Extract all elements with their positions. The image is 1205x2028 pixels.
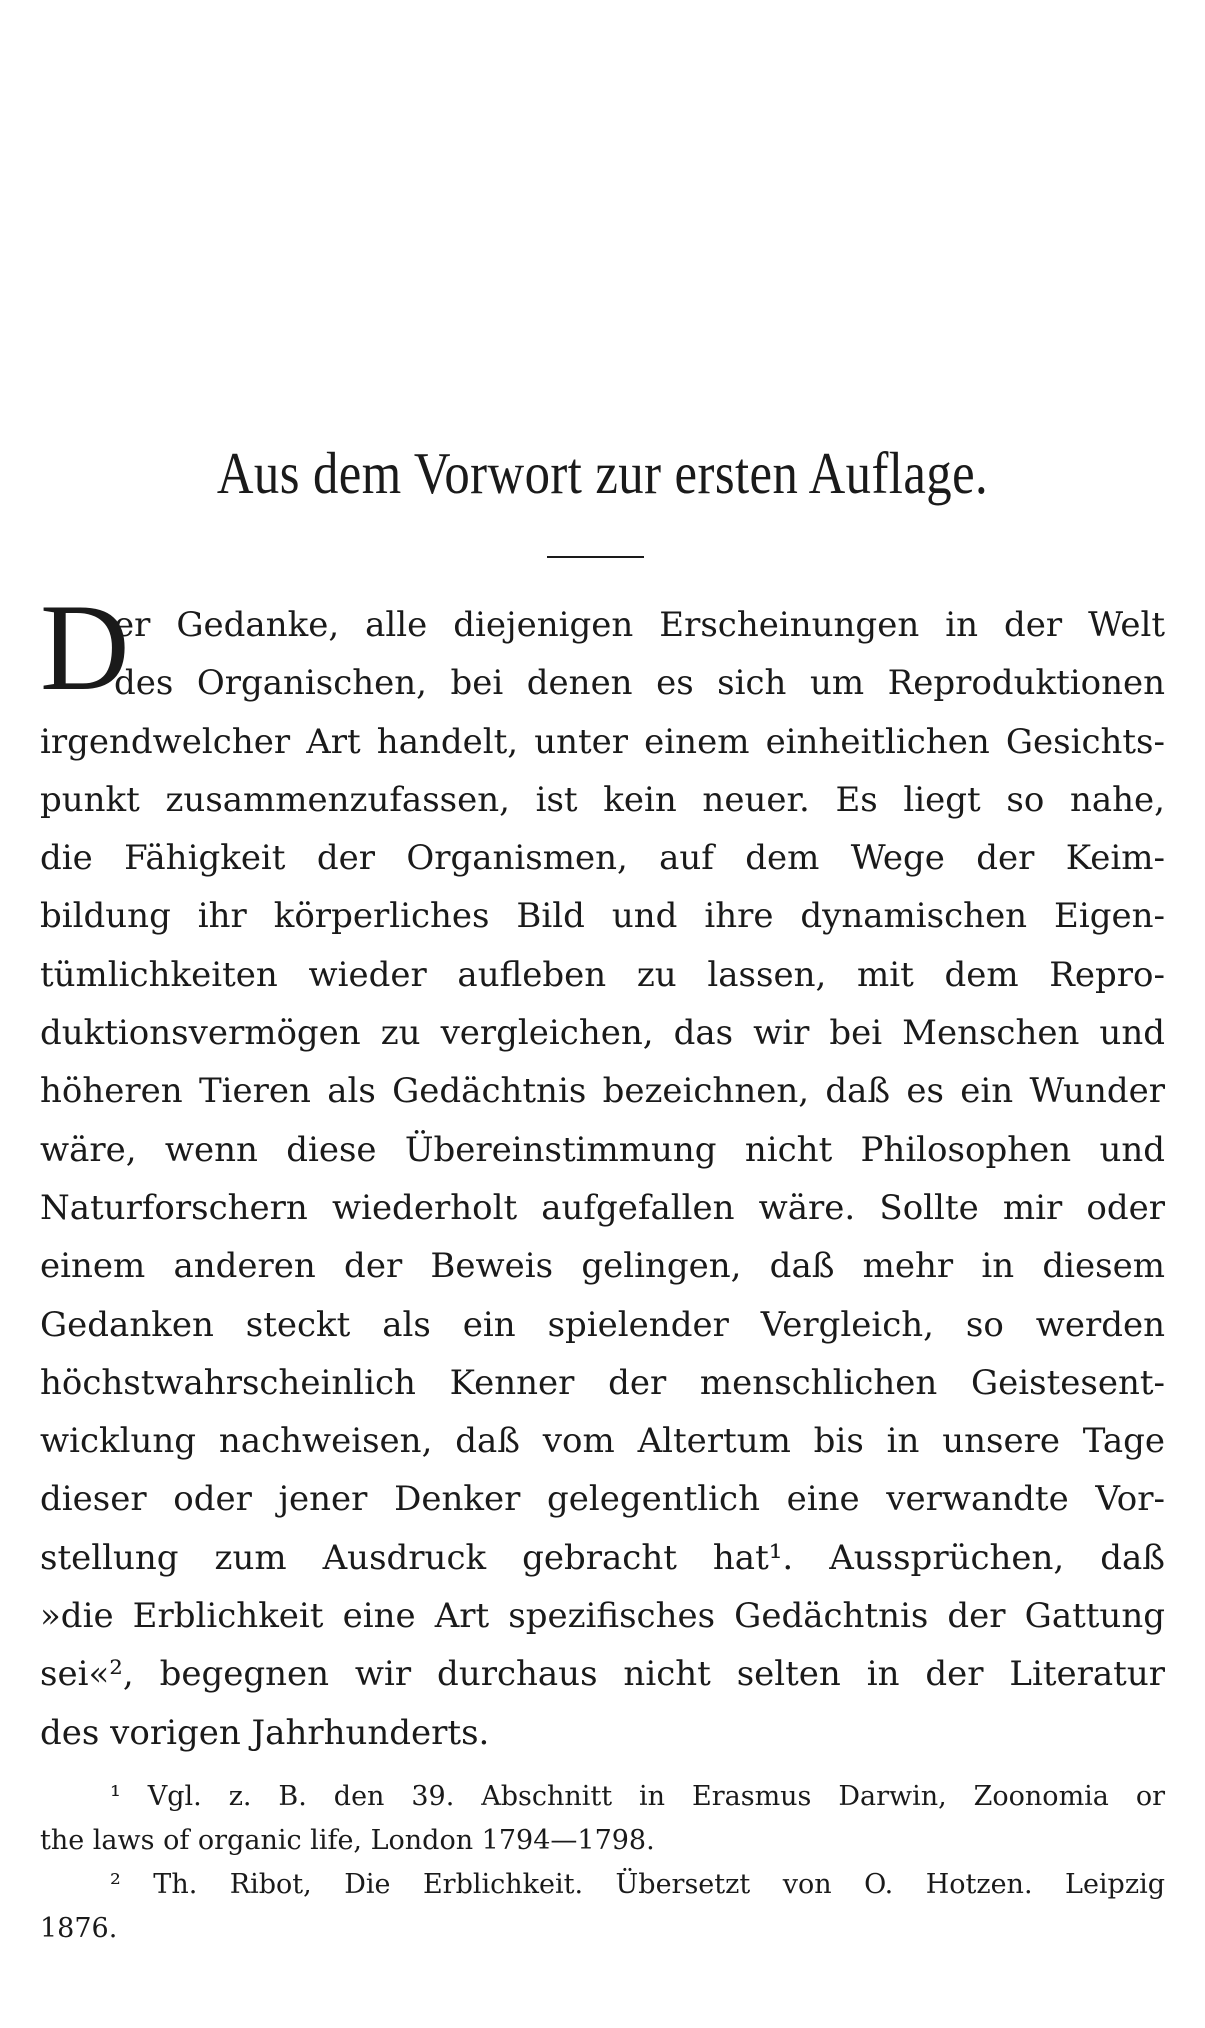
paragraph-line: er Gedanke, alle diejenigen Erscheinungen in der Welt [114, 605, 1165, 645]
footnote-1-line: the laws of organic life, London 1794—1798. [40, 1825, 655, 1856]
paragraph-line: des Organischen, bei denen es sich um Reproduktionen [114, 663, 1165, 704]
paragraph-line: die Fähigkeit der Organismen, auf dem Wege der Keim- [40, 838, 1165, 879]
paragraph-line: duktionsvermögen zu vergleichen, das wir bei Menschen und [40, 1013, 1165, 1054]
footnote-1-line: ¹ Vgl. z. B. den 39. Abschnitt in Erasmus Darwin, Zoonomia or [110, 1781, 1165, 1812]
paragraph-line: höheren Tieren als Gedächtnis bezeichnen, daß es ein Wunder [40, 1071, 1165, 1112]
paragraph-line: Gedanken steckt als ein spielender Vergleich, so werden [40, 1304, 1165, 1345]
paragraph-line: einem anderen der Beweis gelingen, daß mehr in diesem [40, 1246, 1165, 1287]
title-divider [547, 556, 644, 558]
paragraph-line: wäre, wenn diese Übereinstimmung nicht Philosophen und [40, 1129, 1165, 1170]
paragraph-line: bildung ihr körperliches Bild und ihre dynamischen Eigen- [40, 896, 1165, 937]
paragraph-line: tümlichkeiten wieder aufleben zu lassen, mit dem Repro- [40, 954, 1165, 995]
drop-cap: D [40, 579, 130, 716]
paragraph-line: irgendwelcher Art handelt, unter einem einheitlichen Gesichts- [40, 721, 1165, 762]
paragraph-line: punkt zusammenzufassen, ist kein neuer. Es liegt so nahe, [40, 779, 1165, 820]
chapter-title: Aus dem Vorwort zur ersten Auflage. [216, 440, 989, 506]
paragraph-line: stellung zum Ausdruck gebracht hat¹. Aussprüchen, daß [40, 1537, 1165, 1578]
paragraph-line: des vorigen Jahrhunderts. [40, 1712, 490, 1753]
footnote-2-line: 1876. [40, 1913, 118, 1944]
footnotes [40, 1775, 1165, 1951]
footnote-2-line: ² Th. Ribot, Die Erblichkeit. Übersetzt von O. Hotzen. Leipzig [110, 1869, 1165, 1900]
paragraph-line: »die Erblichkeit eine Art spezifisches Gedächtnis der Gattung [40, 1596, 1165, 1637]
paragraph-line: dieser oder jener Denker gelegentlich eine verwandte Vor- [40, 1479, 1165, 1520]
paragraph-line: sei«², begegnen wir durchaus nicht selten in der Literatur [40, 1654, 1165, 1695]
paragraph-line: höchstwahrscheinlich Kenner der menschlichen Geistesent- [40, 1362, 1165, 1403]
main-paragraph [40, 579, 1165, 1762]
paragraph-line: wicklung nachweisen, daß vom Altertum bis in unsere Tage [40, 1421, 1165, 1462]
paragraph-line: Naturforschern wiederholt aufgefallen wäre. Sollte mir oder [40, 1187, 1165, 1228]
